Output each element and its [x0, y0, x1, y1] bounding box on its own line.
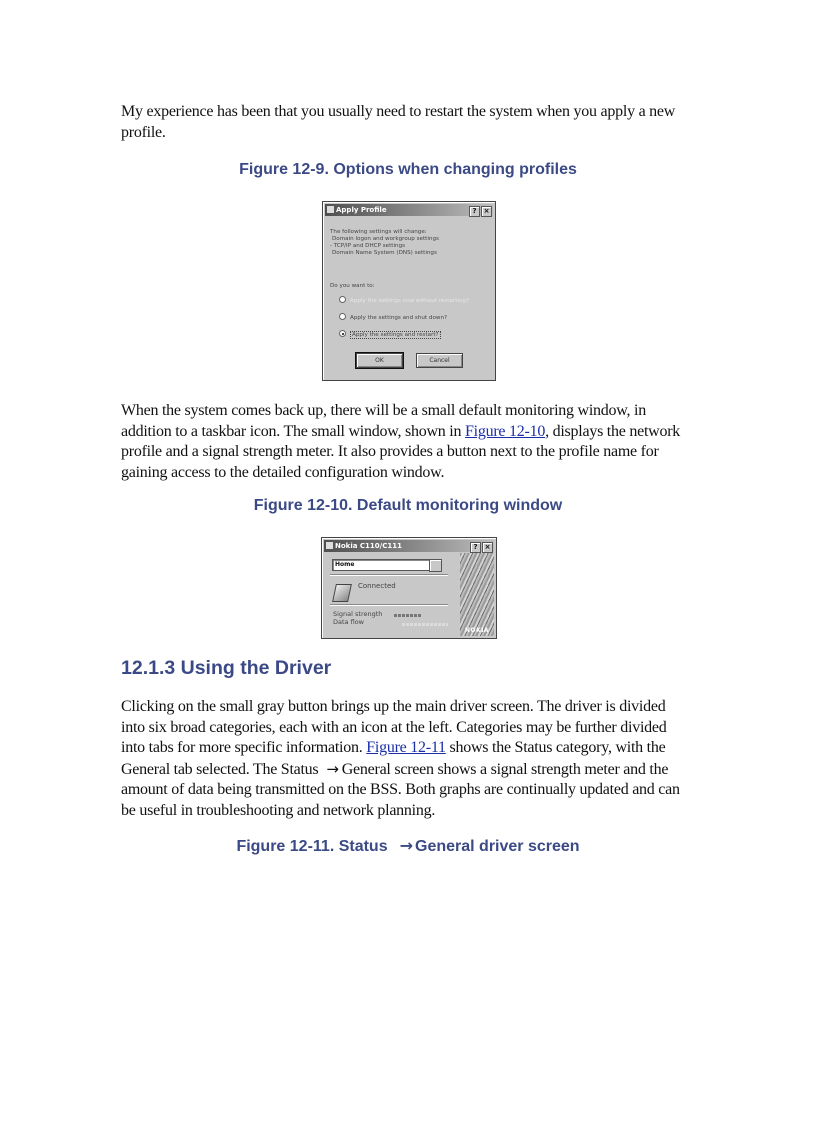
dialog-title: Apply Profile [336, 206, 387, 214]
apply-profile-dialog [322, 201, 496, 381]
radio-apply-now[interactable] [339, 296, 469, 304]
question-label: Do you want to: [330, 283, 375, 289]
radio-label: Apply the settings and shut down? [350, 315, 447, 321]
figure-caption-12-9: Figure 12-9. Options when changing profiles [239, 161, 577, 178]
paragraph-restart [121, 102, 681, 143]
signal-strength-meter [394, 614, 422, 617]
arrow-icon: → [326, 759, 339, 778]
paragraph-text: Clicking on the small gray button brings up the main driver screen. The driver is divided into six broad categories, each with an icon at the left. Categories may be further divided into tabs for more specific information. [121, 698, 667, 756]
figure-link-12-10[interactable]: Figure 12-10 [464, 422, 546, 440]
window-titlebar [324, 540, 494, 552]
paragraph-text: , displays the network profile and a signal strength meter. It also provides a button next to the profile name for gaining access to the detailed configuration window. [121, 422, 681, 481]
caption-text: General driver screen [415, 838, 580, 855]
radio-button[interactable] [339, 296, 346, 303]
card-icon [332, 584, 352, 602]
data-flow-label: Data flow [333, 618, 364, 626]
paragraph-text: When the system comes back up, there will be a small default monitoring window, in addition to a taskbar icon. The small window, shown in [121, 402, 646, 440]
connection-status: Connected [358, 582, 396, 590]
paragraph-driver [121, 697, 681, 821]
divider [330, 574, 448, 576]
radio-button-selected[interactable] [339, 330, 346, 337]
settings-intro: The following settings will change: [330, 229, 427, 235]
nokia-brand-panel [460, 553, 494, 636]
paragraph-text: shows the Status category, with the General tab selected. The Status [121, 739, 666, 778]
radio-button[interactable] [339, 313, 346, 320]
paragraph-text: My experience has been that you usually need to restart the system when you apply a new profile. [121, 103, 676, 141]
signal-strength-label: Signal strength [333, 610, 383, 618]
radio-apply-shutdown[interactable] [339, 313, 447, 321]
profile-field[interactable]: Home [332, 559, 430, 571]
figure-caption-12-10: Figure 12-10. Default monitoring window [253, 497, 563, 514]
close-button[interactable]: × [481, 206, 492, 217]
divider [330, 604, 448, 606]
cancel-button[interactable]: Cancel [416, 353, 463, 368]
close-button[interactable]: × [482, 542, 493, 553]
ok-button[interactable]: OK [356, 353, 403, 368]
configuration-button[interactable] [429, 559, 442, 572]
window-title: Nokia C110/C111 [335, 542, 402, 550]
help-button[interactable]: ? [470, 542, 481, 553]
data-flow-meter [402, 623, 448, 626]
monitoring-window [321, 537, 497, 639]
caption-text: Figure 12-11. Status [236, 838, 388, 855]
setting-item: - TCP/IP and DHCP settings [330, 243, 406, 249]
dialog-titlebar [325, 204, 493, 216]
nokia-logo: NOKIA [464, 627, 490, 634]
section-heading: 12.1.3 Using the Driver [121, 657, 332, 679]
radio-apply-restart[interactable] [339, 330, 441, 338]
window-app-icon [327, 206, 334, 213]
radio-label: Apply the settings now without restarting? [350, 298, 470, 304]
paragraph-monitoring [121, 401, 681, 483]
help-button[interactable]: ? [469, 206, 480, 217]
arrow-icon: → [399, 836, 414, 855]
figure-caption-12-11 [0, 836, 816, 856]
window-app-icon [326, 542, 333, 549]
setting-item: Domain Name System (DNS) settings [332, 250, 437, 256]
radio-label: Apply the settings and restart? [352, 332, 439, 338]
paragraph-text: General screen shows a signal strength meter and the amount of data being transmitted on the BSS. Both graphs are continually updated and can be useful in troubleshooting and network planning. [121, 760, 680, 819]
figure-link-12-11[interactable]: Figure 12-11 [366, 739, 446, 756]
setting-item: Domain logon and workgroup settings [332, 236, 439, 242]
